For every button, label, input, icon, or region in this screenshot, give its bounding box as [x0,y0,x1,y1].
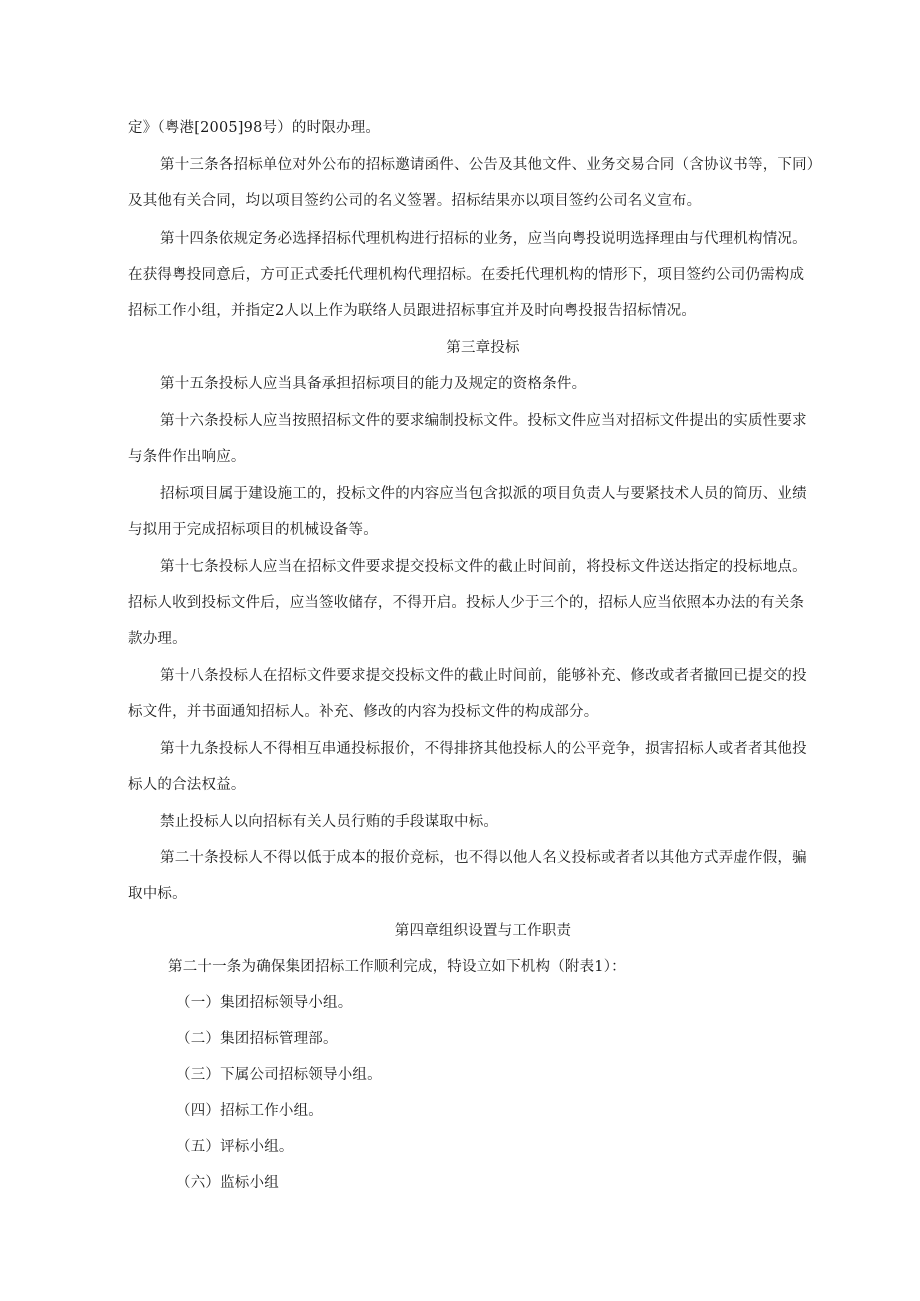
list-item: （五）评标小组。 [176,1139,294,1155]
article-20-line-1: 第二十条投标人不得以低于成本的报价竞标，也不得以他人名义投标或者者以其他方式弄虚作假，骗 [160,850,807,866]
article-16-line-1: 第十六条投标人应当按照招标文件的要求编制投标文件。投标文件应当对招标文件提出的实质性要求 [160,413,807,429]
article-19-line-2: 标人的合法权益。 [128,777,246,793]
article-16-line-2: 与条件作出响应。 [128,449,246,465]
article-18-line-2: 标文件，并书面通知招标人。补充、修改的内容为投标文件的构成部分。 [128,704,599,720]
paragraph-line-1: 招标项目属于建设施工的，投标文件的内容应当包含拟派的项目负责人与要紧技术人员的简历、业绩 [160,486,807,502]
article-14-line-1: 第十四条依规定务必选择招标代理机构进行招标的业务，应当向粤投说明选择理由与代理机构情况。 [160,231,807,247]
article-21-line: 第二十一条为确保集团招标工作顺利完成，特设立如下机构（附表1）： [168,959,626,975]
paragraph-line-2: 与拟用于完成招标项目的机械设备等。 [128,522,378,538]
article-14-line-3: 招标工作小组，并指定2人以上作为联络人员跟进招标事宜并及时向粤投报告招标情况。 [128,303,697,319]
article-17-line-1: 第十七条投标人应当在招标文件要求提交投标文件的截止时间前，将投标文件送达指定的投标地点。 [160,559,807,575]
article-15-line: 第十五条投标人应当具备承担招标项目的能力及规定的资格条件。 [160,376,587,392]
article-17-line-3: 款办理。 [128,631,187,647]
chapter-3-heading: 第三章投标 [446,340,520,356]
list-item: （二）集团招标管理部。 [176,1031,338,1047]
article-19-line-1: 第十九条投标人不得相互串通投标报价，不得排挤其他投标人的公平竞争，损害招标人或者者其他投 [160,741,807,757]
list-item: （一）集团招标领导小组。 [176,995,353,1011]
article-20-line-2: 取中标。 [128,886,187,902]
list-item: （三）下属公司招标领导小组。 [176,1067,382,1083]
article-17-line-2: 招标人收到投标文件后，应当签收储存，不得开启。投标人少于三个的，招标人应当依照本办法的有关条 [128,595,805,611]
list-item: （四）招标工作小组。 [176,1103,323,1119]
paragraph-line: 禁止投标人以向招标有关人员行贿的手段谋取中标。 [160,814,499,830]
text-line: 定》（粤港[2005]98号）的时限办理。 [128,120,381,136]
article-14-line-2: 在获得粤投同意后，方可正式委托代理机构代理招标。在委托代理机构的情形下，项目签约公司仍需构成 [128,267,805,283]
list-item: （六）监标小组 [176,1175,279,1191]
chapter-4-heading: 第四章组织设置与工作职责 [394,923,572,939]
article-13-line-1: 第十三条各招标单位对外公布的招标邀请函件、公告及其他文件、业务交易合同（含协议书等，下同） [160,157,822,173]
article-18-line-1: 第十八条投标人在招标文件要求提交投标文件的截止时间前，能够补充、修改或者者撤回已提交的投 [160,668,807,684]
article-13-line-2: 及其他有关合同，均以项目签约公司的名义签署。招标结果亦以项目签约公司名义宣布。 [128,193,702,209]
